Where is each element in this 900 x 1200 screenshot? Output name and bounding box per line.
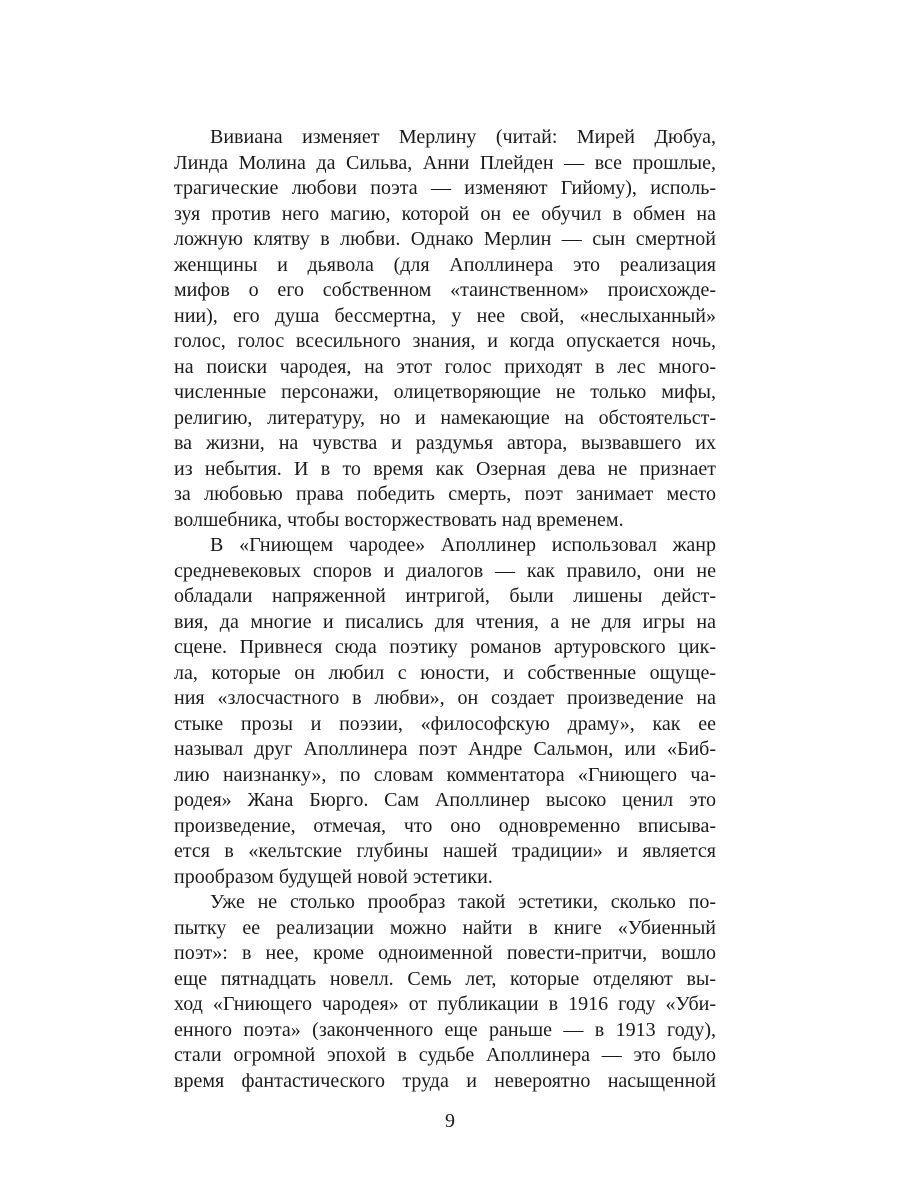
text-line: трагические любови поэта — изменяют Гийому), исполь- xyxy=(174,177,716,199)
text-line: Вивиана изменяет Мерлину (читай: Мирей Дюбуа, xyxy=(210,126,716,148)
text-line: обладали напряженной интригой, были лишены дейст- xyxy=(174,585,716,607)
text-line: нии), его душа бессмертна, у нее свой, «неслыханный» xyxy=(174,304,716,327)
page-number: 9 xyxy=(445,1110,455,1132)
paragraph-1 xyxy=(174,125,716,533)
text-line: Уже не столько прообраз такой эстетики, сколько по- xyxy=(210,891,716,913)
text-line: Линда Молина да Сильва, Анни Плейден — все прошлые, xyxy=(174,151,716,174)
text-line: произведение, отмечая, что оно одновременно вписыва- xyxy=(174,814,716,837)
text-line: голос, голос всесильного знания, и когда опускается ночь, xyxy=(174,330,716,352)
text-line: ложную клятву в любви. Однако Мерлин — сын смертной xyxy=(174,228,716,250)
text-line: сцене. Привнеся сюда поэтику романов артуровского цик- xyxy=(174,636,716,658)
text-line: В «Гниющем чародее» Аполлинер использовал жанр xyxy=(210,534,716,556)
text-line: ла, которые он любил с юности, и собственные ощуще- xyxy=(174,661,716,684)
text-line: ния «злосчастного в любви», он создает произведение на xyxy=(174,687,716,709)
text-line: численные персонажи, олицетворяющие не только мифы, xyxy=(174,381,716,403)
text-line: енного поэта» (законченного еще раньше — в 1913 году), xyxy=(174,1018,716,1041)
text-line: стали огромной эпохой в судьбе Аполлинера — это было xyxy=(174,1044,716,1066)
text-line: ва жизни, на чувства и раздумья автора, вызвавшего их xyxy=(174,432,716,454)
paragraph-2 xyxy=(174,533,716,890)
text-line: ется в «кельтские глубины нашей традиции» и является xyxy=(174,840,716,862)
paragraph-3 xyxy=(174,890,716,1094)
text-line: стыке прозы и поэзии, «философскую драму», как ее xyxy=(174,712,716,735)
text-line: на поиски чародея, на этот голос приходят в лес много- xyxy=(174,355,716,378)
text-line: поэт»: в нее, кроме одноименной повести-притчи, вошло xyxy=(174,942,716,964)
text-line: называл друг Аполлинера поэт Андре Сальмон, или «Биб- xyxy=(174,738,716,760)
text-line: пытку ее реализации можно найти в книге «Убиенный xyxy=(174,916,716,939)
text-line: время фантастического труда и невероятно насыщенной xyxy=(174,1069,716,1092)
text-line: за любовью права победить смерть, поэт занимает место xyxy=(174,483,716,505)
text-line: зуя против него магию, которой он ее обучил в обмен на xyxy=(174,202,716,225)
text-line: родея» Жана Бюрго. Сам Аполлинер высоко ценил это xyxy=(174,789,716,811)
text-line: вия, да многие и писались для чтения, а не для игры на xyxy=(174,610,716,633)
text-line: религию, литературу, но и намекающие на обстоятельст- xyxy=(174,406,716,429)
text-line: средневековых споров и диалогов — как правило, они не xyxy=(174,559,716,582)
text-line: мифов о его собственном «таинственном» происхожде- xyxy=(174,279,716,301)
text-line: лию наизнанку», по словам комментатора «Гниющего ча- xyxy=(174,763,716,786)
body-text xyxy=(174,125,716,1094)
text-line: прообразом будущей новой эстетики. xyxy=(174,865,493,888)
text-line: женщины и дьявола (для Аполлинера это реализация xyxy=(174,253,716,276)
text-line: из небытия. И в то время как Озерная дева не признает xyxy=(174,457,716,480)
text-line: еще пятнадцать новелл. Семь лет, которые отделяют вы- xyxy=(174,967,716,990)
text-line: волшебника, чтобы восторжествовать над временем. xyxy=(174,508,624,531)
text-line: ход «Гниющего чародея» от публикации в 1916 году «Уби- xyxy=(174,993,716,1015)
